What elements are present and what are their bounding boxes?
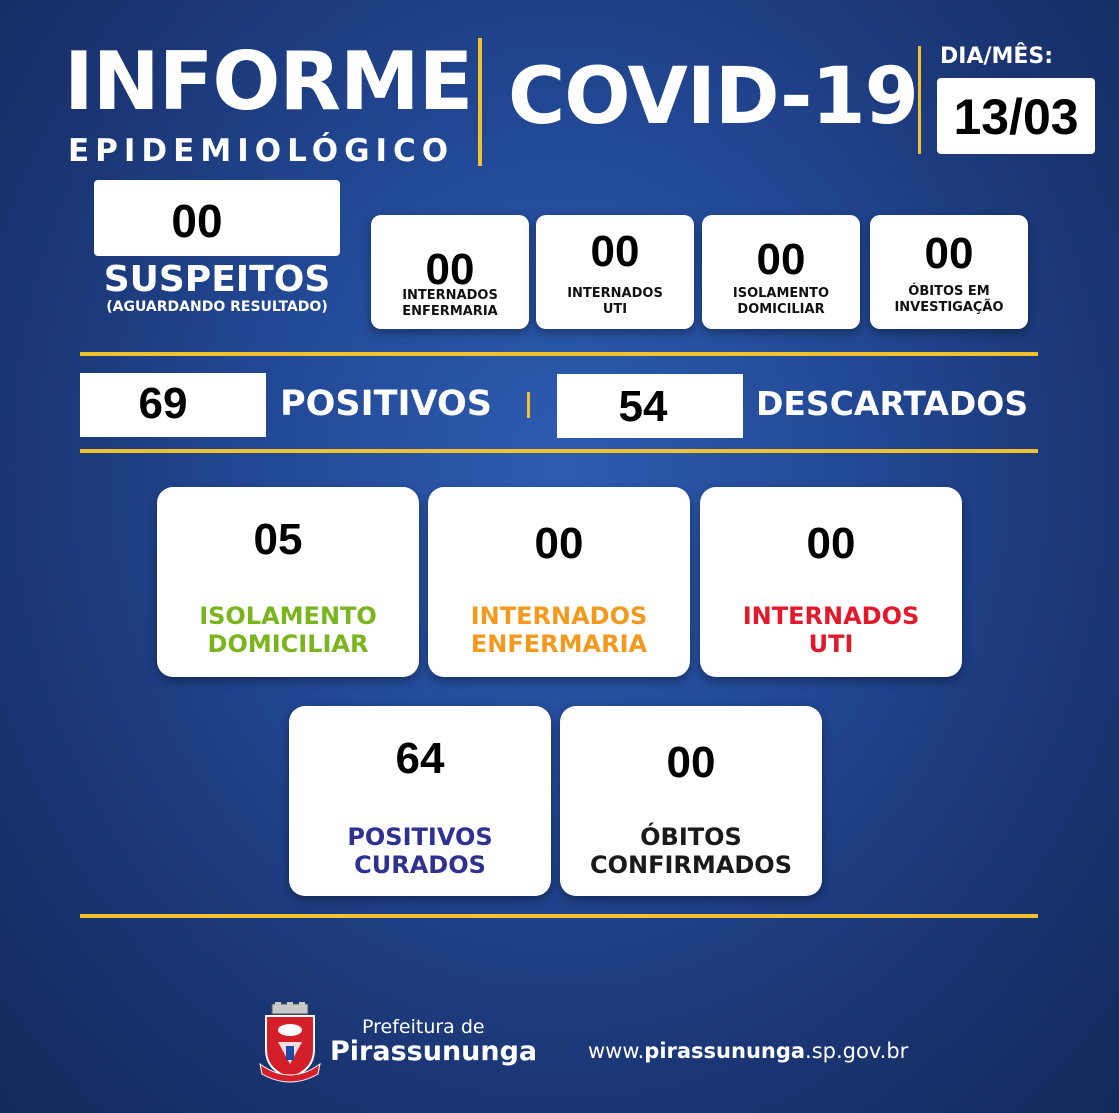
outcome-card-curados [289,706,551,896]
positive-isolamento-value: 05 [253,515,303,564]
outcome-obitos-value: 00 [666,738,716,787]
positives-value: 69 [138,379,188,428]
suspect-card-isolamento [702,215,860,329]
suspect-card-obitos [870,215,1028,329]
footer-org-line1: Prefeitura de [362,1016,485,1038]
suspect-isolamento-label2: DOMICILIAR [737,302,825,317]
date-box [937,78,1095,154]
suspect-enfermaria-label2: ENFERMARIA [402,304,498,319]
outcome-curados-label2: CURADOS [354,851,486,879]
footer-url-bold: pirassununga [644,1039,806,1063]
suspect-uti-label2: UTI [602,302,628,317]
totals-divider [527,392,530,418]
date-value: 13/03 [953,89,1079,145]
divider-bottom [80,914,1038,918]
positive-enfermaria-label2: ENFERMARIA [470,630,648,658]
outcome-obitos-label1: ÓBITOS [640,823,742,851]
date-label: DIA/MÊS: [940,44,1054,69]
positive-enfermaria-value: 00 [534,519,584,568]
positives-value-box [80,373,266,437]
positive-isolamento-label1: ISOLAMENTO [199,602,377,630]
footer-url-prefix: www. [588,1039,645,1063]
footer-org-line2: Pirassununga [330,1036,538,1067]
discarded-value-box [557,374,743,438]
suspect-obitos-value: 00 [924,229,974,278]
suspect-uti-value: 00 [590,227,640,276]
suspects-value: 00 [171,195,223,247]
footer-website-link[interactable] [588,1041,908,1062]
divider-middle [80,449,1038,453]
title-informe: INFORME [64,35,473,128]
outcome-card-obitos [560,706,822,896]
discarded-label: DESCARTADOS [756,384,1029,423]
header-divider-right [918,46,921,154]
suspects-label: SUSPEITOS [103,259,331,300]
suspect-card-enfermaria [371,215,529,329]
suspects-value-box [94,180,340,256]
suspect-enfermaria-label1: INTERNADOS [402,288,498,303]
positive-card-uti [700,487,962,677]
suspect-obitos-label1: ÓBITOS EM [908,284,990,299]
positive-enfermaria-label1: INTERNADOS [470,602,648,630]
positive-uti-value: 00 [806,519,856,568]
outcome-obitos-label2: CONFIRMADOS [590,851,792,879]
positive-uti-label2: UTI [808,630,854,658]
footer-url-suffix: .sp.gov.br [805,1039,909,1063]
suspect-uti-label1: INTERNADOS [567,286,663,301]
outcome-curados-label1: POSITIVOS [347,823,493,851]
outcome-curados-value: 64 [395,734,445,783]
positive-card-isolamento [157,487,419,677]
positives-label: POSITIVOS [280,384,492,424]
positive-card-enfermaria [428,487,690,677]
city-coat-of-arms-icon [258,1002,322,1084]
suspect-isolamento-value: 00 [756,235,806,284]
title-covid: COVID-19 [508,52,918,142]
suspect-enfermaria-value: 00 [425,245,475,294]
divider-top [80,352,1038,356]
header-divider-left [478,38,482,166]
title-epidemiologico: EPIDEMIOLÓGICO [68,133,455,169]
positive-isolamento-label2: DOMICILIAR [207,630,369,658]
suspect-obitos-label2: INVESTIGAÇÃO [894,300,1004,315]
positive-uti-label1: INTERNADOS [742,602,920,630]
suspects-sublabel: (AGUARDANDO RESULTADO) [106,299,328,315]
suspect-card-uti [536,215,694,329]
suspect-isolamento-label1: ISOLAMENTO [732,286,830,301]
discarded-value: 54 [618,382,668,431]
